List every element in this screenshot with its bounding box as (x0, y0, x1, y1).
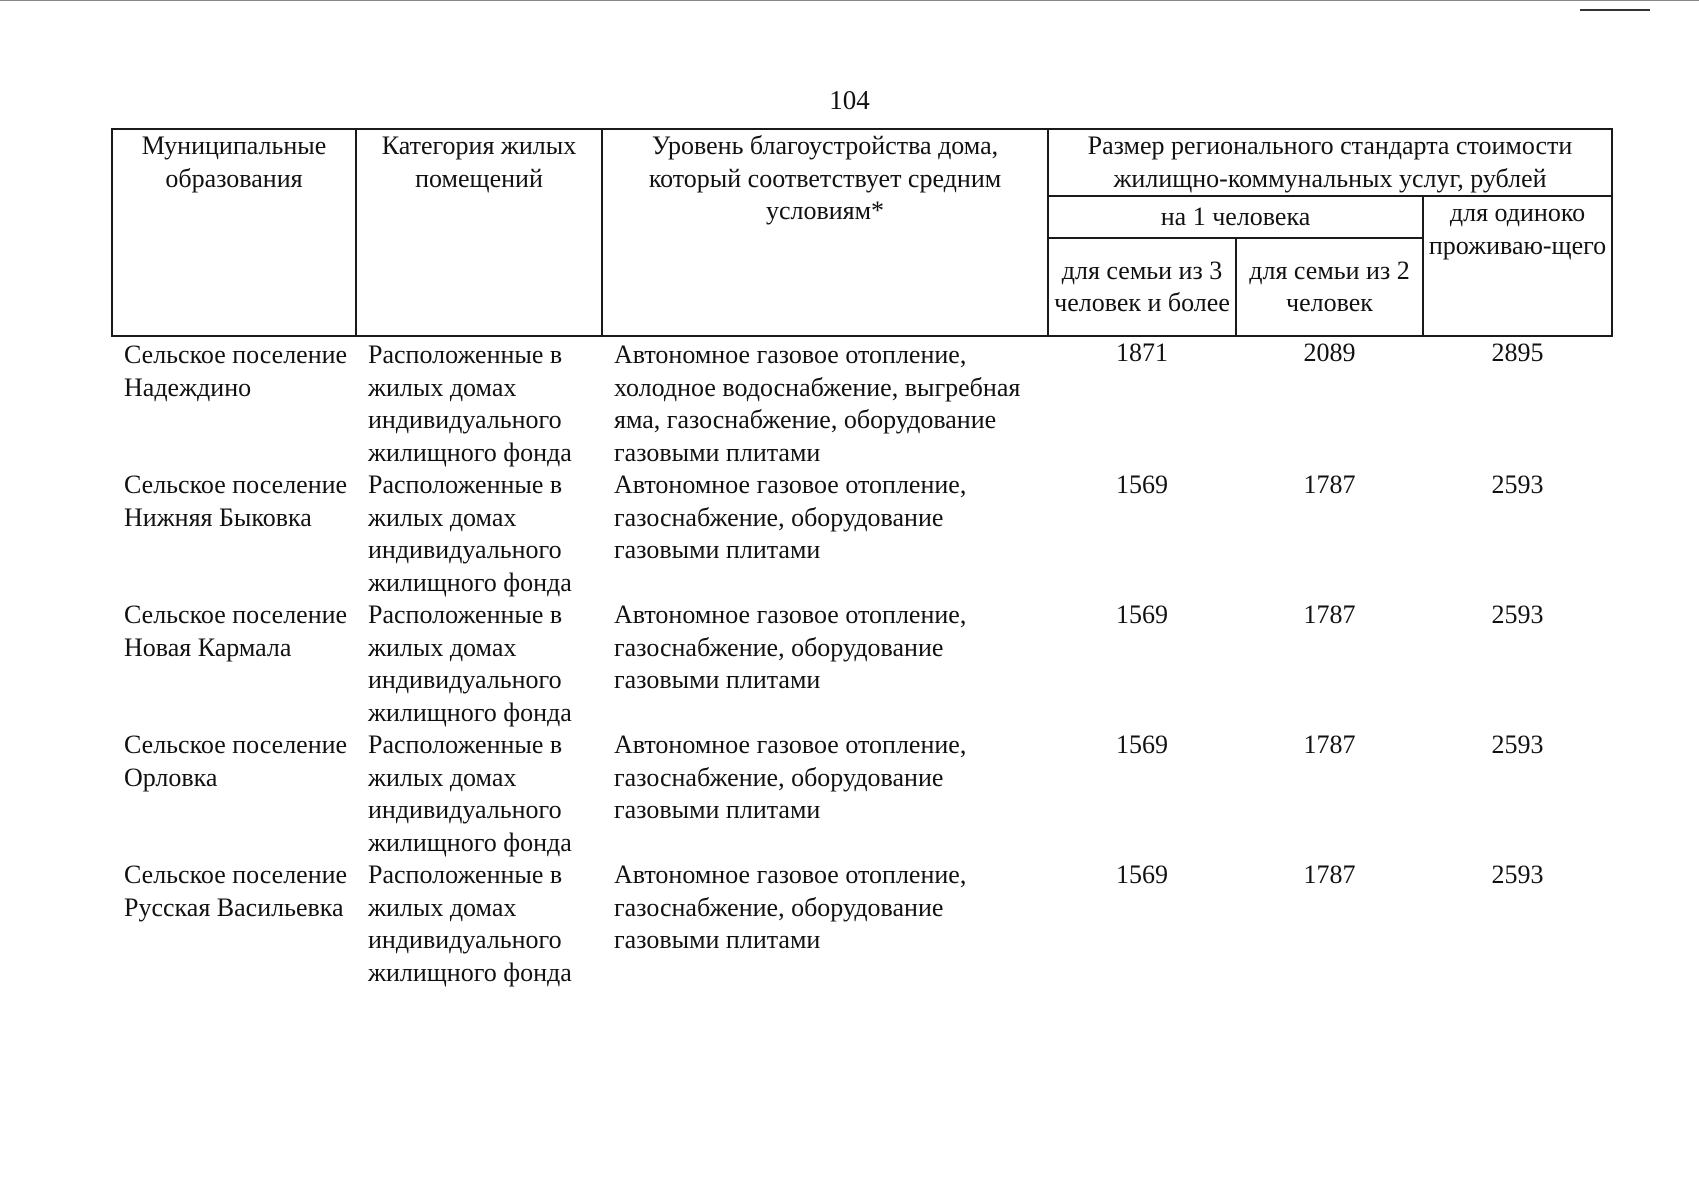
cell-family-2: 2089 (1303, 338, 1356, 367)
header-category: Категория жилых помещений (356, 129, 602, 336)
cell-category: Расположенные в жилых домах индивидуального жилищного фонда (368, 600, 572, 727)
cell-municipality: Сельское поселение Русская Васильевка (124, 860, 348, 922)
cell-family-3: 1569 (1116, 600, 1168, 629)
cell-family-2: 1787 (1303, 600, 1356, 629)
cell-family-3: 1871 (1116, 338, 1168, 367)
cell-municipality: Сельское поселение Новая Кармала (124, 600, 348, 662)
cell-category: Расположенные в жилых домах индивидуального жилищного фонда (368, 470, 572, 597)
cell-municipality: Сельское поселение Нижняя Быковка (124, 470, 348, 532)
housing-cost-table (111, 128, 1613, 989)
cell-category: Расположенные в жилых домах индивидуального жилищного фонда (368, 340, 572, 467)
table-row (112, 729, 1612, 859)
header-municipality: Муниципальные образования (112, 129, 356, 336)
cell-family-3: 1569 (1116, 730, 1168, 759)
cell-amenities: Автономное газовое отопление, газоснабжение, оборудование газовыми плитами (614, 860, 967, 954)
header-standard-size: Размер регионального стандарта стоимости жилищно-коммунальных услуг, рублей (1048, 129, 1612, 196)
page-top-edge (0, 0, 1699, 1)
cell-amenities: Автономное газовое отопление, газоснабжение, оборудование газовыми плитами (614, 730, 967, 824)
cell-amenities: Автономное газовое отопление, газоснабжение, оборудование газовыми плитами (614, 470, 967, 564)
cell-single: 2593 (1491, 730, 1544, 759)
header-family-2: для семьи из 2 человек (1236, 238, 1423, 336)
cell-single: 2593 (1491, 600, 1544, 629)
cell-category: Расположенные в жилых домах индивидуального жилищного фонда (368, 860, 572, 987)
table-row (112, 469, 1612, 599)
cell-category: Расположенные в жилых домах индивидуального жилищного фонда (368, 730, 572, 857)
cell-single: 2593 (1491, 860, 1544, 889)
cell-single: 2593 (1491, 470, 1544, 499)
header-amenities: Уровень благоустройства дома, который соответствует средним условиям* (602, 129, 1048, 336)
cell-family-3: 1569 (1116, 860, 1168, 889)
cell-municipality: Сельское поселение Надеждино (124, 340, 348, 402)
table-row (112, 599, 1612, 729)
cell-amenities: Автономное газовое отопление, газоснабжение, оборудование газовыми плитами (614, 600, 967, 694)
cell-amenities: Автономное газовое отопление, холодное водоснабжение, выгребная яма, газоснабжение, оборудование газовыми плитами (614, 340, 1021, 467)
cell-single: 2895 (1491, 338, 1544, 367)
cell-family-3: 1569 (1116, 470, 1168, 499)
table-header (112, 129, 1612, 336)
header-single: для одиноко проживаю-щего (1423, 196, 1612, 336)
cell-family-2: 1787 (1303, 860, 1356, 889)
cell-family-2: 1787 (1303, 470, 1356, 499)
table-row (112, 336, 1612, 469)
header-family-3: для семьи из 3 человек и более (1048, 238, 1236, 336)
page-number: 104 (829, 85, 870, 115)
header-per-person: на 1 человека (1048, 196, 1423, 238)
table-body (112, 336, 1612, 989)
corner-mark (1580, 9, 1650, 11)
cell-family-2: 1787 (1303, 730, 1356, 759)
table-row (112, 859, 1612, 989)
cell-municipality: Сельское поселение Орловка (124, 730, 348, 792)
